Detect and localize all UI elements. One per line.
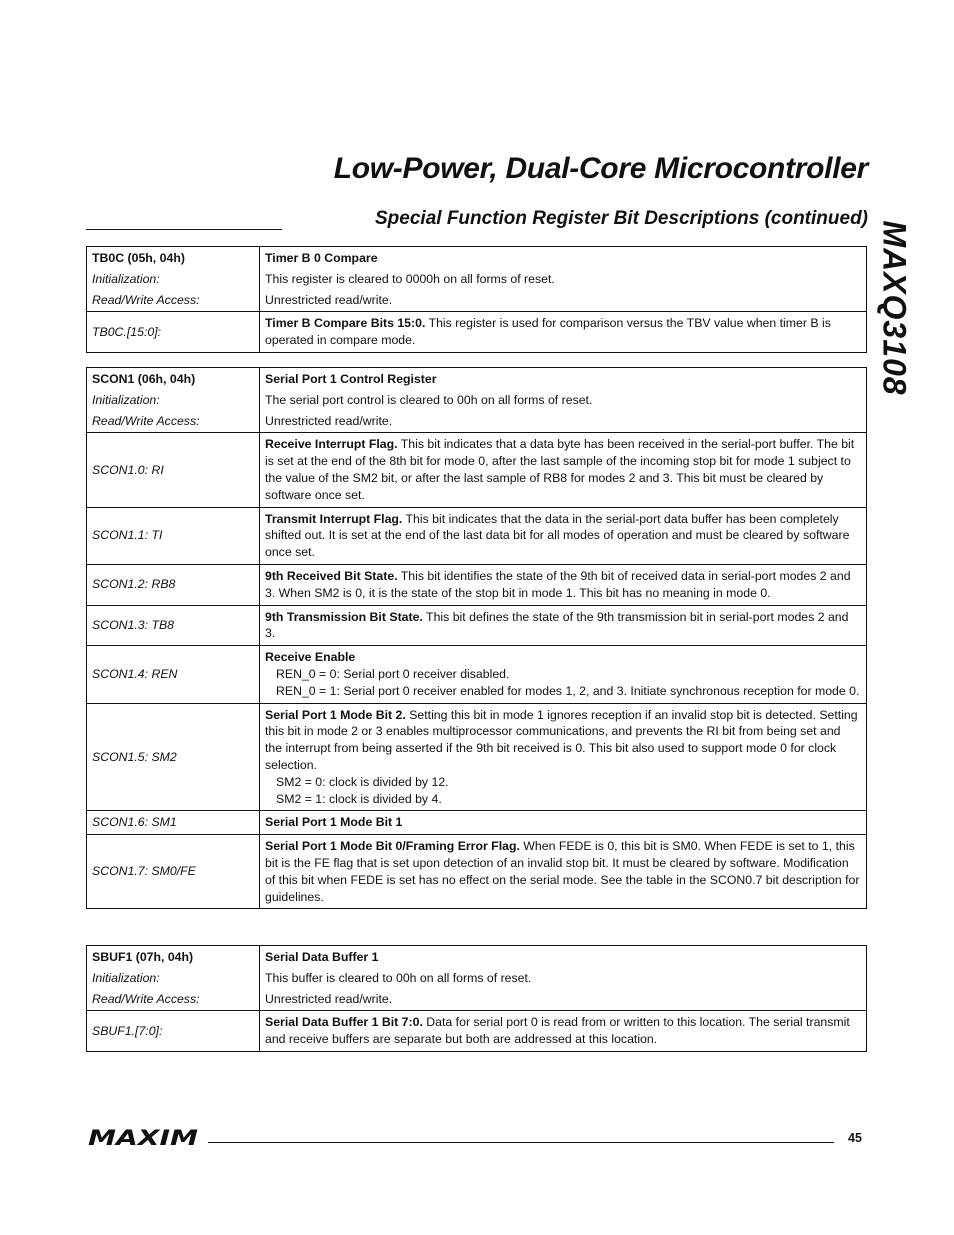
init-value: The serial port control is cleared to 00h on all forms of reset. xyxy=(265,392,593,407)
bit-description xyxy=(260,1011,867,1052)
bit-name: Receive Interrupt Flag. xyxy=(265,437,398,452)
bit-description xyxy=(260,811,867,835)
bit-field: SCON1.6: SM1 xyxy=(87,811,260,835)
maxim-logo xyxy=(88,1127,200,1149)
bit-row xyxy=(87,835,867,909)
register-header-row xyxy=(87,946,867,1011)
bit-field: SCON1.4: REN xyxy=(87,646,260,703)
register-name: SBUF1 (07h, 04h) xyxy=(92,950,194,964)
bit-row xyxy=(87,646,867,703)
bit-text: This bit identifies the state of the 9th bit of received data in serial-port modes 2 and 3. When SM2 is 0, it is the state of the stop bit in mode 1. This bit has no meaning in mode 0. xyxy=(265,568,851,600)
bit-row xyxy=(87,507,867,564)
register-header-row xyxy=(87,247,867,312)
bit-description xyxy=(260,605,867,646)
bit-option: SM2 = 1: clock is divided by 4. xyxy=(276,791,442,806)
bit-text: Data for serial port 0 is read from or written to this location. The serial transmit and receive buffers are separate but both are addressed at this location. xyxy=(265,1015,850,1047)
bit-row xyxy=(87,605,867,646)
bit-description xyxy=(260,507,867,564)
bit-field: SCON1.0: RI xyxy=(87,433,260,507)
bit-name: 9th Received Bit State. xyxy=(265,568,398,583)
bit-description xyxy=(260,703,867,811)
init-value: This buffer is cleared to 00h on all forms of reset. xyxy=(265,970,532,985)
bit-description xyxy=(260,312,867,353)
bit-text: This bit indicates that the data in the serial-port data buffer has been completely shifted out. It is set at the end of the last data bit for all modes of operation and must be cleared by software once set. xyxy=(265,511,850,560)
rw-value: Unrestricted read/write. xyxy=(265,292,393,307)
bit-name: Serial Port 1 Mode Bit 0/Framing Error Flag. xyxy=(265,839,520,854)
bit-text: This bit indicates that a data byte has been received in the serial-port buffer. The bit is set at the end of the 8th bit for mode 0, after the last sample of the incoming stop bit for mode 1 subject to the value of the SM2 bit, or after the last sample of RB8 for modes 2 and 3. This bit must be cleared by software once set. xyxy=(265,437,855,502)
bit-text: This register is used for comparison versus the TBV value when timer B is operated in compare mode. xyxy=(265,316,831,348)
register-info-cell xyxy=(260,368,867,433)
section-title: Special Function Register Bit Descriptions (continued) xyxy=(375,208,868,229)
side-part-number-text: MAXQ3108 xyxy=(876,220,913,396)
bit-field: SCON1.3: TB8 xyxy=(87,605,260,646)
bit-option: REN_0 = 1: Serial port 0 receiver enabled for modes 1, 2, and 3. Initiate synchronous reception for mode 0. xyxy=(276,683,860,698)
register-header-row xyxy=(87,368,867,433)
bit-field: SCON1.2: RB8 xyxy=(87,564,260,605)
register-name: TB0C (05h, 04h) xyxy=(92,251,185,265)
bit-name: 9th Transmission Bit State. xyxy=(265,609,423,624)
section-rule xyxy=(86,229,282,230)
register-info-cell xyxy=(260,247,867,312)
bit-name: Serial Port 1 Mode Bit 2. xyxy=(265,707,406,722)
rw-value: Unrestricted read/write. xyxy=(265,991,393,1006)
init-value: This register is cleared to 0000h on all forms of reset. xyxy=(265,271,555,286)
bit-name: Transmit Interrupt Flag. xyxy=(265,511,403,526)
bit-field: TB0C.[15:0]: xyxy=(87,312,260,353)
page-number: 45 xyxy=(848,1131,862,1145)
init-label: Initialization: xyxy=(92,970,160,985)
page-title: Low-Power, Dual-Core Microcontroller xyxy=(333,152,868,185)
rw-label: Read/Write Access: xyxy=(92,292,200,307)
register-title: Timer B 0 Compare xyxy=(265,251,378,265)
bit-text: This bit defines the state of the 9th transmission bit in serial-port modes 2 and 3. xyxy=(265,609,849,641)
bit-row xyxy=(87,1011,867,1052)
bit-row xyxy=(87,703,867,811)
side-part-number xyxy=(870,218,918,398)
bit-name: Timer B Compare Bits 15:0. xyxy=(265,316,426,331)
bit-description xyxy=(260,646,867,703)
bit-row xyxy=(87,564,867,605)
bit-row xyxy=(87,811,867,835)
bit-option: REN_0 = 0: Serial port 0 receiver disabled. xyxy=(276,666,510,681)
register-title: Serial Port 1 Control Register xyxy=(265,372,437,386)
bit-text: When FEDE is 0, this bit is SM0. When FEDE is set to 1, this bit is the FE flag that is set upon detection of an invalid stop bit. It must be cleared by software. Modification of this bit when FEDE is set has no effect on the serial mode. See the table in the SCON0.7 bit description for guidelines. xyxy=(265,839,860,904)
tb0c-register-table xyxy=(86,246,867,353)
register-id-cell xyxy=(87,368,260,433)
rw-label: Read/Write Access: xyxy=(92,991,200,1006)
bit-field: SBUF1.[7:0]: xyxy=(87,1011,260,1052)
sbuf1-register-table xyxy=(86,945,867,1052)
footer-rule xyxy=(208,1142,834,1143)
bit-description xyxy=(260,564,867,605)
bit-name: Serial Port 1 Mode Bit 1 xyxy=(265,815,403,830)
register-id-cell xyxy=(87,946,260,1011)
bit-row xyxy=(87,433,867,507)
init-label: Initialization: xyxy=(92,271,160,286)
register-id-cell xyxy=(87,247,260,312)
register-info-cell xyxy=(260,946,867,1011)
bit-name: Receive Enable xyxy=(265,650,356,665)
register-title: Serial Data Buffer 1 xyxy=(265,950,379,964)
maxim-logo-text: MAXIM xyxy=(88,1127,199,1149)
init-label: Initialization: xyxy=(92,392,160,407)
bit-row xyxy=(87,312,867,353)
bit-field: SCON1.1: TI xyxy=(87,507,260,564)
scon1-register-table xyxy=(86,367,867,909)
bit-description xyxy=(260,433,867,507)
rw-label: Read/Write Access: xyxy=(92,413,200,428)
bit-field: SCON1.5: SM2 xyxy=(87,703,260,811)
bit-name: Serial Data Buffer 1 Bit 7:0. xyxy=(265,1015,423,1030)
bit-description xyxy=(260,835,867,909)
rw-value: Unrestricted read/write. xyxy=(265,413,393,428)
bit-text: Setting this bit in mode 1 ignores reception if an invalid stop bit is detected. Setting this bit in mode 2 or 3 enables multiprocessor communications, and prevents the RI bit from being set and the interrupt from being asserted if the 9th bit received is 0. This bit also used to support mode 0 for clock selection. xyxy=(265,707,858,772)
register-name: SCON1 (06h, 04h) xyxy=(92,372,196,386)
bit-option: SM2 = 0: clock is divided by 12. xyxy=(276,774,449,789)
bit-field: SCON1.7: SM0/FE xyxy=(87,835,260,909)
